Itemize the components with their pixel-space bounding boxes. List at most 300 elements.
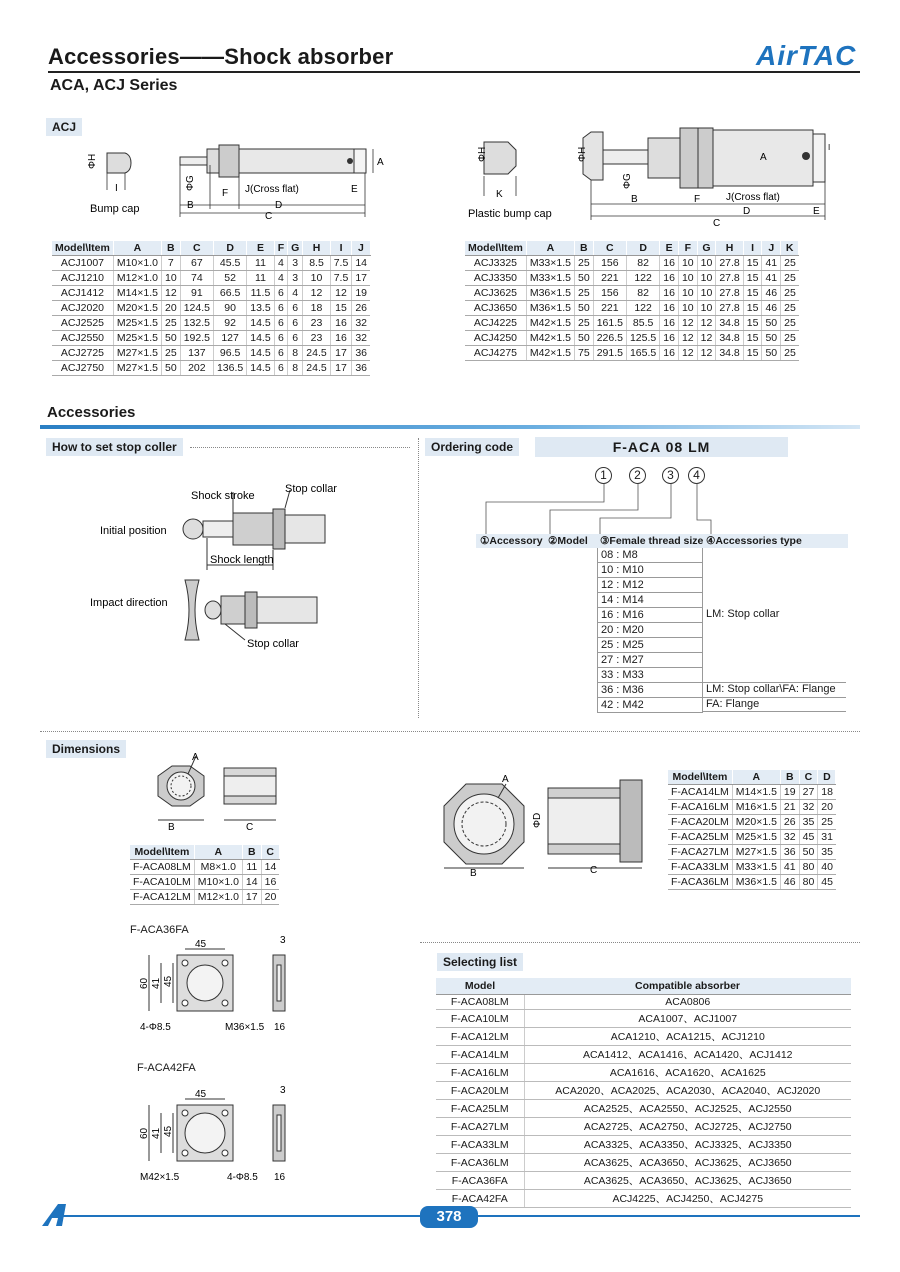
acj-left-cell: 8	[288, 346, 303, 361]
acj-right-cell: ACJ4250	[465, 331, 526, 346]
dim-large-cell: 50	[799, 845, 818, 860]
title-rule	[48, 71, 860, 73]
selecting-row	[436, 1010, 851, 1028]
dim-small-cell: M10×1.0	[194, 875, 242, 890]
acj-left-cell: M27×1.5	[113, 361, 161, 376]
dim-large-row	[668, 845, 836, 860]
acj-left-cell: 12	[162, 286, 181, 301]
acj-right-C: C	[713, 218, 721, 229]
acj-right-cell: 15	[743, 286, 762, 301]
dim-small-cell: 20	[261, 890, 279, 905]
acj-left-cell: 74	[180, 271, 213, 286]
selecting-cell: F-ACA25LM	[436, 1100, 524, 1118]
selecting-cell: ACA1616、ACA1620、ACA1625	[524, 1064, 851, 1082]
acj-right-cell: M42×1.5	[526, 346, 574, 361]
acj-right-cell: 50	[762, 331, 781, 346]
acj-right-cell: 226.5	[593, 331, 626, 346]
acj-right-H: ΦH	[477, 146, 488, 162]
acj-right-cell: 16	[660, 286, 679, 301]
acj-left-cell: M10×1.0	[113, 256, 161, 271]
acj-right-cell: 10	[678, 286, 697, 301]
acj-right-cell: 12	[697, 316, 716, 331]
acj-right-cell: 12	[678, 331, 697, 346]
acj-right-header: F	[678, 241, 697, 256]
dim-small-cell: 14	[242, 875, 261, 890]
acj-right-cell: 122	[626, 301, 659, 316]
stop-collar-top-label: Stop collar	[285, 483, 337, 495]
acj-right-cell: 34.8	[716, 346, 743, 361]
dim-large-cell: F-ACA20LM	[668, 815, 732, 830]
acj-left-cell: 7.5	[330, 256, 352, 271]
acj-right-cell: 82	[626, 256, 659, 271]
acj-left-cell: 137	[180, 346, 213, 361]
acj-right-cell: 12	[697, 331, 716, 346]
dim-small-row	[130, 890, 279, 905]
acj-right-cell: 34.8	[716, 316, 743, 331]
selecting-cell: F-ACA36FA	[436, 1172, 524, 1190]
selecting-col-model: Model	[436, 978, 524, 995]
small-collar-drawing	[140, 750, 300, 835]
acj-right-cell: 10	[678, 256, 697, 271]
dim-large-cell: 45	[799, 830, 818, 845]
acj-left-cell: 6	[288, 316, 303, 331]
acj-left-cell: 7.5	[330, 271, 352, 286]
selecting-cell: ACA1412、ACA1416、ACA1420、ACJ1412	[524, 1046, 851, 1064]
acj-left-header: D	[213, 241, 246, 256]
acj-left-A: A	[377, 157, 384, 168]
acj-right-J: J(Cross flat)	[726, 192, 780, 203]
acj-left-cell: 24.5	[303, 361, 330, 376]
acj-right-cell: 165.5	[626, 346, 659, 361]
acj-right-row	[465, 271, 799, 286]
acj-right-cell: 82	[626, 286, 659, 301]
dim-large-cell: 27	[799, 785, 818, 800]
acj-right-cell: M36×1.5	[526, 286, 574, 301]
selecting-cell: F-ACA08LM	[436, 995, 524, 1010]
acj-left-cell: 8	[288, 361, 303, 376]
acj-left-cell: 91	[180, 286, 213, 301]
acj-left-cell: 12	[303, 286, 330, 301]
acj-right-cell: 10	[697, 301, 716, 316]
acj-left-cell: M20×1.5	[113, 301, 161, 316]
fa42-h1: 60	[139, 1127, 150, 1139]
acj-right-cell: 15	[743, 301, 762, 316]
acj-left-cell: 36	[352, 361, 370, 376]
acj-left-cell: 12	[330, 286, 352, 301]
thread-size-item: 10 : M10	[598, 563, 702, 578]
acj-left-cell: 6	[274, 286, 287, 301]
acj-left-cell: 16	[330, 316, 352, 331]
type-stop-collar-flange: LM: Stop collar\FA: Flange	[706, 683, 836, 695]
dim-large-cell: M33×1.5	[732, 860, 780, 875]
ordering-code-value: F-ACA 08 LM	[535, 437, 788, 457]
fa36-w: 45	[195, 939, 207, 950]
acj-left-cell: 124.5	[180, 301, 213, 316]
accessories-heading: Accessories	[47, 404, 136, 421]
fa42-h2: 41	[151, 1127, 162, 1139]
acj-left-header: G	[288, 241, 303, 256]
acj-right-header: B	[575, 241, 594, 256]
acj-right-cell: 25	[575, 286, 594, 301]
dim-large-cell: 45	[818, 875, 836, 890]
selecting-row	[436, 1082, 851, 1100]
dim-small-cell: 11	[242, 860, 261, 875]
acj-right-cell: 25	[781, 346, 799, 361]
dim-large-cell: 46	[780, 875, 799, 890]
acj-right-cell: M42×1.5	[526, 316, 574, 331]
large-collar-drawing	[440, 770, 660, 880]
fa42-title: F-ACA42FA	[137, 1062, 196, 1074]
dim-large-cell: F-ACA36LM	[668, 875, 732, 890]
acj-left-cell: 4	[274, 271, 287, 286]
selecting-cell: ACA3625、ACA3650、ACJ3625、ACJ3650	[524, 1154, 851, 1172]
thread-size-item: 14 : M14	[598, 593, 702, 608]
dim-small-row	[130, 860, 279, 875]
dim-large-cell: 18	[818, 785, 836, 800]
selecting-cell: ACA2525、ACA2550、ACJ2525、ACJ2550	[524, 1100, 851, 1118]
acj-left-H: ΦH	[87, 153, 98, 169]
dim-small-cell: 14	[261, 860, 279, 875]
acj-left-row	[52, 361, 370, 376]
page-subtitle: ACA, ACJ Series	[50, 77, 178, 94]
fa42-h3: 45	[163, 1125, 174, 1137]
acj-left-cell: 15	[330, 301, 352, 316]
selecting-cell: F-ACA20LM	[436, 1082, 524, 1100]
acj-left-cell: 6	[288, 331, 303, 346]
acj-right-row	[465, 301, 799, 316]
acj-left-row	[52, 346, 370, 361]
acj-right-cell: 34.8	[716, 331, 743, 346]
thread-size-item: 27 : M27	[598, 653, 702, 668]
dim-small-cell: 17	[242, 890, 261, 905]
acj-left-header: B	[162, 241, 181, 256]
fa36-title: F-ACA36FA	[130, 924, 189, 936]
selecting-cell: F-ACA14LM	[436, 1046, 524, 1064]
acj-left-row	[52, 301, 370, 316]
dim-large-row	[668, 860, 836, 875]
acj-left-cell: ACJ2550	[52, 331, 113, 346]
dim-large-cell: F-ACA14LM	[668, 785, 732, 800]
acj-left-header: J	[352, 241, 370, 256]
type-stop-collar: LM: Stop collar	[706, 608, 780, 620]
dim-large-cell: 19	[780, 785, 799, 800]
dim-large-cell: F-ACA25LM	[668, 830, 732, 845]
stop-collar-bottom-label: Stop collar	[247, 638, 299, 650]
airtac-footer-icon	[40, 1202, 76, 1228]
type-flange: FA: Flange	[706, 698, 760, 710]
selecting-cell: ACA1007、ACJ1007	[524, 1010, 851, 1028]
acj-left-cell: 6	[274, 346, 287, 361]
acj-right-cell: ACJ3625	[465, 286, 526, 301]
acj-right-cell: ACJ4225	[465, 316, 526, 331]
acj-left-cell: 192.5	[180, 331, 213, 346]
acj-right-cell: ACJ3325	[465, 256, 526, 271]
accessories-rule	[40, 425, 860, 429]
dim-large-cell: F-ACA33LM	[668, 860, 732, 875]
acj-right-cell: 25	[781, 331, 799, 346]
acj-right-header: A	[526, 241, 574, 256]
order-number-2: 2	[629, 466, 646, 484]
acj-right-header: I	[743, 241, 762, 256]
acj-right-table	[465, 241, 799, 361]
acj-right-header: E	[660, 241, 679, 256]
selecting-cell: ACA3325、ACA3350、ACJ3325、ACJ3350	[524, 1136, 851, 1154]
selecting-row	[436, 1100, 851, 1118]
stop-collar-tag: How to set stop coller	[46, 438, 183, 456]
dim-large-cell: 21	[780, 800, 799, 815]
acj-left-cell: ACJ2725	[52, 346, 113, 361]
dim-large-cell: M20×1.5	[732, 815, 780, 830]
acj-right-cell: 27.8	[716, 286, 743, 301]
fa42-drawing	[135, 1085, 305, 1185]
acj-right-cell: 221	[593, 271, 626, 286]
acj-left-C: C	[265, 211, 273, 222]
acj-right-drawing	[468, 120, 838, 230]
acj-right-cell: 12	[697, 346, 716, 361]
acj-tag: ACJ	[46, 118, 82, 136]
acj-left-cell: ACJ2525	[52, 316, 113, 331]
selecting-row	[436, 1154, 851, 1172]
fa42-hole: 4-Φ8.5	[227, 1172, 258, 1183]
col-type: ④Accessories type	[706, 535, 802, 547]
acj-right-row	[465, 331, 799, 346]
small-A: A	[192, 752, 199, 763]
acj-right-row	[465, 286, 799, 301]
acj-right-cell: ACJ3350	[465, 271, 526, 286]
acj-left-cell: 96.5	[213, 346, 246, 361]
acj-left-cell: ACJ2750	[52, 361, 113, 376]
dim-large-cell: 31	[818, 830, 836, 845]
dim-large-cell: F-ACA16LM	[668, 800, 732, 815]
fa36-h1: 60	[139, 977, 150, 989]
acj-right-cell: 125.5	[626, 331, 659, 346]
acj-right-row	[465, 346, 799, 361]
acj-left-cell: 14.5	[247, 316, 274, 331]
selecting-cell: ACA3625、ACA3650、ACJ3625、ACJ3650	[524, 1172, 851, 1190]
acj-left-cell: 3	[288, 256, 303, 271]
selecting-table	[436, 978, 851, 1208]
acj-right-header: C	[593, 241, 626, 256]
acj-left-cell: 10	[162, 271, 181, 286]
dim-small-cell: F-ACA10LM	[130, 875, 194, 890]
acj-left-drawing	[85, 135, 405, 235]
selecting-cell: ACJ4225、ACJ4250、ACJ4275	[524, 1190, 851, 1208]
acj-left-cell: 45.5	[213, 256, 246, 271]
acj-left-bumpcap: Bump cap	[90, 203, 140, 215]
page-number: 378	[420, 1206, 478, 1228]
impact-direction-label: Impact direction	[90, 597, 168, 609]
acj-left-cell: 67	[180, 256, 213, 271]
section-divider	[418, 438, 419, 718]
acj-left-cell: 25	[162, 316, 181, 331]
acj-left-F: F	[222, 188, 229, 199]
acj-left-cell: 11.5	[247, 286, 274, 301]
acj-right-cell: 16	[660, 256, 679, 271]
thread-size-item: 12 : M12	[598, 578, 702, 593]
acj-left-header: Model\Item	[52, 241, 113, 256]
dim-large-cell: M16×1.5	[732, 800, 780, 815]
acj-right-row	[465, 316, 799, 331]
thread-size-item: 25 : M25	[598, 638, 702, 653]
acj-left-cell: 132.5	[180, 316, 213, 331]
acj-right-H2: ΦH	[577, 146, 588, 162]
acj-left-cell: 17	[352, 271, 370, 286]
dim-large-cell: M36×1.5	[732, 875, 780, 890]
acj-left-row	[52, 331, 370, 346]
acj-left-cell: 10	[303, 271, 330, 286]
acj-left-cell: 52	[213, 271, 246, 286]
acj-right-cell: 10	[697, 286, 716, 301]
dim-large-cell: 80	[799, 875, 818, 890]
large-C: C	[590, 865, 598, 876]
acj-right-A: A	[760, 152, 767, 163]
acj-right-cell: 15	[743, 271, 762, 286]
dim-small-cell: M8×1.0	[194, 860, 242, 875]
fa36-t: 3	[280, 935, 286, 946]
selecting-row	[436, 1172, 851, 1190]
dim-large-row	[668, 875, 836, 890]
acj-right-cell: M33×1.5	[526, 271, 574, 286]
acj-left-cell: 6	[274, 361, 287, 376]
dim-large-cell: 20	[818, 800, 836, 815]
dim-large-cell: 26	[780, 815, 799, 830]
acj-left-cell: 127	[213, 331, 246, 346]
acj-left-row	[52, 256, 370, 271]
acj-left-cell: 6	[274, 331, 287, 346]
acj-right-cell: 10	[678, 301, 697, 316]
acj-left-cell: 18	[303, 301, 330, 316]
small-B: B	[168, 822, 175, 833]
dim-small-cell: 16	[261, 875, 279, 890]
col-thread: ③Female thread size	[600, 535, 704, 547]
selecting-tag: Selecting list	[437, 953, 523, 971]
ordering-col-headers	[476, 534, 848, 548]
dim-large-header: B	[780, 770, 799, 785]
acj-left-cell: ACJ1210	[52, 271, 113, 286]
acj-left-header: E	[247, 241, 274, 256]
acj-left-header: A	[113, 241, 161, 256]
acj-right-cell: 41	[762, 271, 781, 286]
acj-left-cell: 14.5	[247, 331, 274, 346]
acj-right-cell: 15	[743, 256, 762, 271]
acj-right-I: I	[828, 143, 831, 152]
acj-right-cell: 122	[626, 271, 659, 286]
stop-collar-drawing	[85, 480, 385, 670]
acj-left-cell: 13.5	[247, 301, 274, 316]
selecting-row	[436, 1064, 851, 1082]
selecting-row	[436, 1190, 851, 1208]
acj-right-cell: 16	[660, 316, 679, 331]
acj-left-cell: 8.5	[303, 256, 330, 271]
acj-left-table	[52, 241, 371, 376]
selecting-row	[436, 1136, 851, 1154]
shock-length-label: Shock length	[210, 554, 274, 566]
acj-right-D: D	[743, 206, 751, 217]
acj-right-cell: 15	[743, 346, 762, 361]
acj-right-cell: 156	[593, 256, 626, 271]
dim-small-header: A	[194, 845, 242, 860]
selecting-cell: F-ACA12LM	[436, 1028, 524, 1046]
acj-left-cell: 14.5	[247, 361, 274, 376]
acj-left-cell: 32	[352, 316, 370, 331]
acj-left-header: C	[180, 241, 213, 256]
dim-small-header: C	[261, 845, 279, 860]
dim-large-cell: 25	[818, 815, 836, 830]
fa36-h3: 45	[163, 975, 174, 987]
thread-size-item: 16 : M16	[598, 608, 702, 623]
acj-right-cell: 46	[762, 286, 781, 301]
acj-right-header: G	[697, 241, 716, 256]
acj-right-cell: 75	[575, 346, 594, 361]
dim-large-cell: M27×1.5	[732, 845, 780, 860]
thread-size-item: 36 : M36	[598, 683, 702, 698]
stop-collar-dots	[190, 447, 410, 448]
acj-left-cell: 6	[274, 316, 287, 331]
acj-left-row	[52, 316, 370, 331]
thread-size-item: 20 : M20	[598, 623, 702, 638]
dim-large-header: D	[818, 770, 836, 785]
acj-right-cell: 25	[575, 256, 594, 271]
acj-left-cell: 25	[162, 346, 181, 361]
acj-left-cell: 16	[330, 331, 352, 346]
acj-right-K: K	[496, 189, 503, 200]
order-number-4: 4	[688, 466, 705, 484]
dim-large-cell: F-ACA27LM	[668, 845, 732, 860]
selecting-cell: F-ACA36LM	[436, 1154, 524, 1172]
selecting-row	[436, 1046, 851, 1064]
acj-right-cell: 50	[575, 301, 594, 316]
dim-large-cell: 32	[799, 800, 818, 815]
dim-small-cell: F-ACA08LM	[130, 860, 194, 875]
acj-right-cell: 27.8	[716, 256, 743, 271]
dimensions-large-table	[668, 770, 836, 890]
acj-left-cell: 26	[352, 301, 370, 316]
acj-left-row	[52, 286, 370, 301]
dim-large-cell: 35	[818, 845, 836, 860]
acj-left-cell: ACJ1007	[52, 256, 113, 271]
dimensions-small-table	[130, 845, 280, 905]
acj-right-cell: 50	[762, 316, 781, 331]
ordering-code-tag: Ordering code	[425, 438, 519, 456]
acj-left-cell: 14	[352, 256, 370, 271]
fa42-depth: 16	[274, 1172, 286, 1183]
acj-right-cell: 50	[575, 271, 594, 286]
acj-left-cell: 66.5	[213, 286, 246, 301]
acj-left-D: D	[275, 200, 283, 211]
dim-small-cell: F-ACA12LM	[130, 890, 194, 905]
acj-right-cell: 27.8	[716, 301, 743, 316]
acj-left-B: B	[187, 200, 194, 211]
dim-large-row	[668, 800, 836, 815]
dim-large-cell: M14×1.5	[732, 785, 780, 800]
acj-left-cell: 6	[288, 301, 303, 316]
dim-large-row	[668, 815, 836, 830]
large-D: ΦD	[532, 812, 543, 828]
acj-left-cell: 36	[352, 346, 370, 361]
acj-right-cell: M42×1.5	[526, 331, 574, 346]
dim-large-cell: 40	[818, 860, 836, 875]
acj-right-cell: 50	[762, 346, 781, 361]
selecting-cell: F-ACA16LM	[436, 1064, 524, 1082]
dimensions-dots	[40, 731, 860, 732]
acj-left-cell: 11	[247, 271, 274, 286]
acj-right-header: D	[626, 241, 659, 256]
acj-right-cell: ACJ3650	[465, 301, 526, 316]
dim-large-row	[668, 785, 836, 800]
fa36-h2: 41	[151, 977, 162, 989]
dim-large-header: C	[799, 770, 818, 785]
selecting-dots	[420, 942, 860, 943]
